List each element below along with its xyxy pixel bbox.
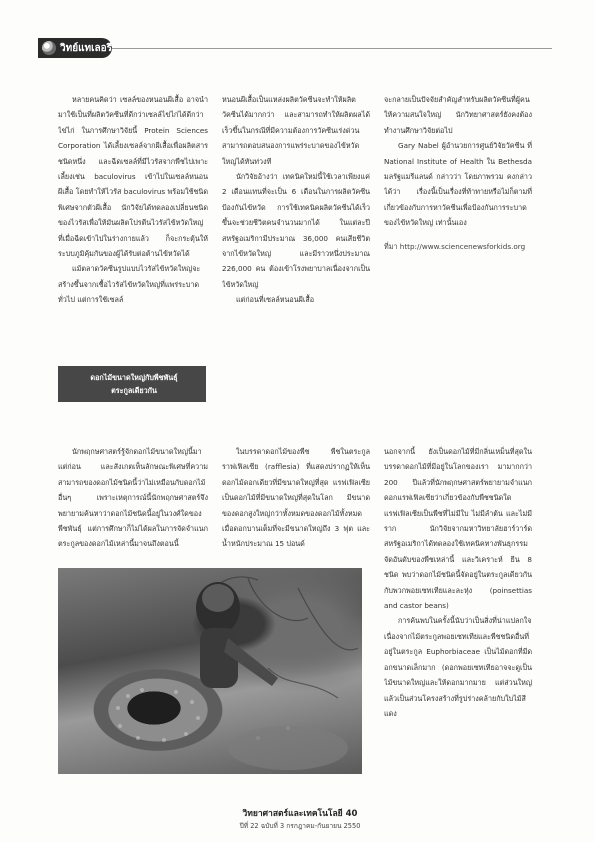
article-column-top-middle (222, 92, 370, 384)
section-header-tab (38, 38, 112, 58)
section-title-banner (58, 366, 206, 402)
article-column-top-left (58, 92, 208, 384)
source-citation: ที่มา http://www.sciencenewsforkids.org (384, 241, 526, 251)
article-column-bottom-right (384, 444, 532, 782)
footer-publication (200, 806, 400, 820)
header-divider (112, 48, 552, 49)
paragraph: จะกลายเป็นปัจจัยสำคัญสำหรับผลิตวัคซีนที่ผู้คนให้ความสนใจใหญ่ นักวิทยาศาสตร์ยังคงต้องทำงานศึกษาวิจัยต่อไป (384, 95, 532, 135)
paragraph: แม้ตลาดวัคซีนรูปแบบไวรัสไข้หวัดใหญ่จะสร้างขึ้นจากเชื้อไวรัสไข้หวัดใหญ่ที่แพร่ระบาดทั่วไป แต่การใช้เซลล์ (58, 264, 201, 305)
paragraph: หนอนผีเสื้อเป็นแหล่งผลิตวัคซีนจะทำให้ผลิตวัคซีนได้มากกว่า และสามารถทำให้ผลิตผลได้เร็วขึ้นในกรณีที่มีความต้องการวัคซีนเร่งด่วน สามารถตอบสนองการแพร่ระบาดของไข้หวัดใหญ่ได้ทันท่วงที (222, 95, 370, 166)
paragraph: นักพฤกษศาสตร์รู้จักดอกไม้ขนาดใหญ่นี้มาแต่ก่อน และสังเกตเห็นลักษณะพิเศษที่ความสามารถของดอกไม้ชนิดนี้ว่าไม่เหมือนกับดอกไม้อื่นๆ เพราะเหตุการณ์นี้นักพฤกษศาสตร์จึงพยายามค้นหาว่าดอกไม้ชนิดนี้อยู่ในวงศ์ใดของพืชพันธุ์ แต่การศึกษาก็ไม่ได้ผลในการจัดจำแนกตระกูลของดอกไม้เหล่านี้มาจนถึงตอนนี้ (58, 447, 208, 549)
paragraph: การค้นพบในครั้งนี้นับว่าเป็นสิ่งที่น่าแปลกใจ เนื่องจากไม้ตระกูลพอยเซทเทียและพืชชนิดอื่นที่อยู่ในตระกูล Euphorbiaceae เป็นไม้ดอกที่มีดอกขนาดเล็กมาก (ดอกพอยเซทเทียอาจจะดูเป็นไม้ขนาดใหญ่และให้ดอกมากมาย แต่ส่วนใหญ่แล้วเป็นส่วนโครงสร้างที่รูปร่างคล้ายกับใบไม้สีแดง (384, 616, 532, 718)
magazine-logo-icon (42, 41, 56, 55)
paragraph: ในบรรดาดอกไม้ของพืช พืชในตระกูลราฟเฟิลเซีย (rafflesia) ที่แสดงปรากฏให้เห็นดอกไม้ดอกเดียวที่มีขนาดใหญ่ที่สุด แรฟเฟิลเซียเป็นดอกไม้ที่มีขนาดใหญ่ที่สุดในโลก มีขนาดของดอกสูงใหญ่กว่าทั้งหมดของดอกไม้ทั้งหมด เมื่อดอกบานเต็มที่จะมีขนาดใหญ่ถึง 3 ฟุต และน้ำหนักประมาณ 15 ปอนด์ (222, 447, 370, 549)
photo-illustration (58, 568, 362, 774)
section-title-line-1: ดอกไม้ขนาดใหญ่กับพืชพันธุ์ (90, 373, 178, 382)
footer-issue: ปีที่ 22 ฉบับที่ 3 กรกฎาคม-กันยายน 2550 (239, 822, 361, 830)
section-header-title: วิทย์แทเลอรี่ (60, 42, 113, 54)
paragraph: แต่ก่อนที่เซลล์หนอนผีเสื้อ (236, 295, 315, 305)
article-column-bottom-middle (222, 444, 370, 562)
page-number: 40 (345, 809, 358, 819)
paragraph: หลายคนคิดว่า เซลล์ของหนอนผีเสื้อ อาจนำมาใช้เป็นที่ผลิตวัคซีนที่ดีกว่าเซลล์ไข่ไก่ได้ดีกว่าไข่ไก่ ในการศึกษาวิจัยนี้ Protein Sciences Corporation ได้เลี้ยงเซลล์จากผีเสื้อเพื่อผลิตสารชนิดหนึ่ง และฉีดเซลล์ที่มีไวรัสจากพืชไปเพาะเลี้ยงเช่น baculovirus เข้าไปในเซลล์หนอนผีเสื้อ โดยทำให้ไวรัส baculovirus พร้อมใช้ชนิดพิเศษจากตัวผีเสื้อ นักวิจัยได้ทดลองเปลี่ยนชนิดของไวรัสเพื่อให้มันผลิตโปรตีนไวรัสไข้หวัดใหญ่ ที่เมื่อฉีดเข้าไปในร่างกายแล้ว ก็จะกระตุ้นให้ระบบภูมิคุ้มกันของผู้ได้รับต่อต้านไข้หวัดได้ (58, 95, 208, 259)
section-title-line-2: ตระกูลเดียวกัน (111, 386, 157, 395)
paragraph: นักวิจัยอ้างว่า เทคนิคใหม่นี้ใช้เวลาเพียงแค่ 2 เดือนแทนที่จะเป็น 6 เดือนในการผลิตวัคซีนป้องกันไข้หวัด การใช้เทคนิคผลิตวัคซีนได้เร็วขึ้นจะช่วยชีวิตคนจำนวนมากได้ ในแต่ละปี สหรัฐอเมริกามีประมาณ 36,000 คนเสียชีวิตจากไข้หวัดใหญ่ และมีราวหนึ่งประมาณ 226,000 คน ต้องเข้าโรงพยาบาลเนื่องจากเป็นไข้หวัดใหญ่ (222, 172, 370, 289)
article-column-top-right (384, 92, 532, 362)
paragraph: Gary Nabel ผู้อำนวยการศูนย์วิจัยวัคซีน ที่ National Institute of Health ใน Bethesda มลรัฐแมรีแลนด์ กล่าวว่า โดยภาพรวม คงกล่าวได้ว่า เรื่องนี้เป็นเรื่องที่ท้าทายหรือไม่ก็ตามที่เกี่ยวข้องกับการหาวัคซีนเพื่อป้องกันการระบาดของไข้หวัดใหญ่ เท่านั้นเอง (384, 141, 532, 228)
rafflesia-photo (58, 568, 362, 774)
article-column-bottom-left (58, 444, 208, 562)
paragraph: นอกจากนี้ ยังเป็นดอกไม้ที่มีกลิ่นเหม็นที่สุดในบรรดาดอกไม้ที่มีอยู่ในโลกของเรา มามากกว่า 200 ปีแล้วที่นักพฤกษศาสตร์พยายามจำแนกดอกแรฟเฟิลเซียว่าเกี่ยวข้องกับพืชชนิดใด แรฟเฟิลเซียเป็นพืชที่ไม่มีใบ ไม่มีลำต้น และไม่มีราก นักวิจัยจากมหาวิทยาลัยฮาร์วาร์ดสหรัฐอเมริกาได้ทดลองใช้เทคนิคทางพันธุกรรม จัดอันดับของพืชเหล่านี้ และวิเคราะห์ ยีน 8 ชนิด พบว่าดอกไม้ชนิดนี้จัดอยู่ในตระกูลเดียวกันกับพวกพอยเซทเทียและละหุ่ง (poinsettias and castor beans) (384, 447, 532, 611)
publication-name: วิทยาศาสตร์และเทคโนโลยี (242, 809, 343, 819)
